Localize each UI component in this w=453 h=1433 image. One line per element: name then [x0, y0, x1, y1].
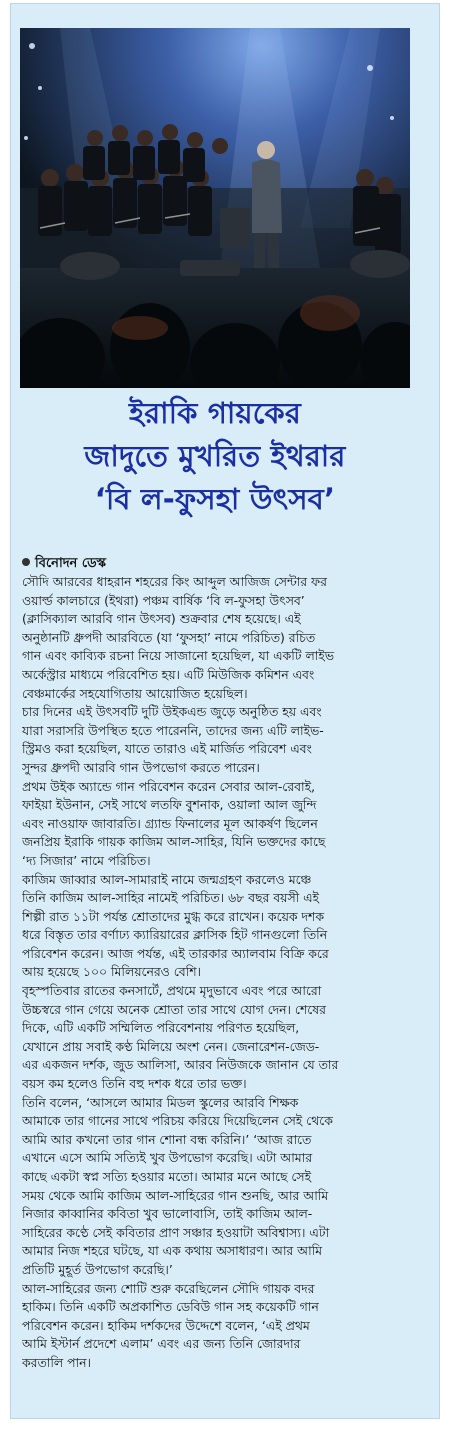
- paragraph-line: ধরে বিস্তৃত তার বর্ণাঢ্য ক্যারিয়ারের ক্লাসিক হিট গানগুলো তিনি: [22, 927, 328, 943]
- paragraph-line: ‘দ্য সিজার’ নামে পরিচিত।: [22, 852, 151, 868]
- paragraph-line: আমাকে তার গানের সাথে পরিচয় করিয়ে দিয়েছিলেন সেই থেকে: [22, 1113, 333, 1129]
- paragraph: [22, 778, 414, 871]
- paragraph-line: প্রতিটি মুহূর্ত উপভোগ করেছি।’: [22, 1261, 173, 1277]
- paragraph-line: সৌদি আরবের ধাহরান শহরের কিং আব্দুল আজিজ সেন্টার ফর: [22, 574, 327, 589]
- paragraph-line: গান এবং কাব্যিক রচনা নিয়ে সাজানো হয়েছিল, যা একটি লাইভ: [22, 648, 334, 664]
- paragraph-line: দিকে, এটি একটি সম্মিলিত পরিবেশনায় পরিণত হয়েছিল,: [22, 1020, 300, 1036]
- paragraph-line: তিনি বলেন, ‘আসলে আমার মিডল স্কুলের আরবি শিক্ষক: [22, 1094, 299, 1110]
- paragraph-line: হাকিম। তিনি একটি অপ্রকাশিত ডেবিউ গান সহ কয়েকটি গান: [22, 1299, 319, 1315]
- paragraph: [22, 982, 414, 1094]
- paragraph-line: আমি আর কখনো তার গান শোনা বন্ধ করিনি।’ ‘আজ রাতে: [22, 1131, 312, 1147]
- paragraph-line: সময় থেকে আমি কাজিম আল-সাহিরের গান শুনছি, আর আমি: [22, 1187, 329, 1203]
- paragraph-line: বয়স কম হলেও তিনি বহু দশক ধরে তার ভক্ত।: [22, 1076, 247, 1092]
- paragraph: [22, 1094, 414, 1280]
- paragraph-line: কাজিম জাব্বার আল-সামারাই নামে জন্মগ্রহণ করলেও মঞ্চে: [22, 871, 312, 887]
- paragraph-line: যারা সরাসরি উপস্থিত হতে পারেননি, তাদের জন্য এটি লাইভ-: [22, 722, 324, 738]
- article-headline: [24, 392, 406, 521]
- paragraph-line: ওয়ার্ল্ড কালচারে (ইথরা) পঞ্চম বার্ষিক ‘বি ল-ফুসহা উৎসব’: [22, 592, 305, 608]
- paragraph-line: আয় হয়েছে ১০০ মিলিয়নেরও বেশি।: [22, 964, 201, 980]
- paragraph-line: স্ট্রিমও করা হয়েছিল, যাতে তারাও এই মার্জিত পরিবেশ এবং: [22, 741, 312, 757]
- paragraph-line: নিজার কাব্বানির কবিতা খুব ভালোবাসি, তাই কাজিম আল-: [22, 1206, 313, 1222]
- paragraph-line: যেখানে প্রায় সবাই কণ্ঠ মিলিয়ে অংশ নেন। জেনারেশন-জেড-: [22, 1038, 320, 1054]
- paragraph: [22, 871, 414, 983]
- paragraph-line: (ক্লাসিক্যাল আরবি গান উৎসব) শুক্রবার শেষ হয়েছে। এই: [22, 611, 301, 627]
- paragraph: [22, 703, 414, 777]
- paragraph-line: এবং নাওয়াফ জাবারতি। গ্র্যান্ড ফিনালের মূল আকর্ষণ ছিলেন: [22, 815, 318, 831]
- paragraph-line: সুন্দর ধ্রুপদী আরবি গান উপভোগ করতে পারেন।: [22, 759, 260, 775]
- paragraph-line: অনুষ্ঠানটি ধ্রুপদী আরবিতে (যা ‘ফুসহা’ নামে পরিচিত) রচিত: [22, 629, 316, 645]
- article-body: [22, 573, 414, 1373]
- paragraph-line: চার দিনের এই উৎসবটি দুটি উইকএন্ড জুড়ে অনুষ্ঠিত হয় এবং: [22, 704, 322, 720]
- paragraph-line: শিল্পী রাত ১১টা পর্যন্ত শ্রোতাদের মুগ্ধ করে রাখেন। কয়েক দশক: [22, 908, 324, 924]
- paragraph-line: উচ্চস্বরে গান গেয়ে অনেক শ্রোতা তার সাথে যোগ দেন। শেষের: [22, 1001, 326, 1017]
- paragraph-line: এখানে এসে আমি সত্যিই খুব উপভোগ করেছি। এটা আমার: [22, 1150, 313, 1166]
- paragraph-line: প্রথম উইক অ্যান্ডে গান পরিবেশন করেন সেবার আল-রেবাই,: [22, 778, 316, 794]
- paragraph-line: জনপ্রিয় ইরাকি গায়ক কাজিম আল-সাহির, যিনি ভক্তদের কাছে: [22, 834, 326, 850]
- paragraph-line: আমি ইস্টার্ন প্রদেশে এলাম’ এবং এর জন্য তিনি জোরদার: [22, 1336, 301, 1352]
- byline-text: বিনোদন ডেস্ক: [35, 556, 107, 571]
- paragraph-line: ফাইয়া ইউনান, সেই সাথে লতফি বুশনাক, ওয়ালা আল জুন্দি: [22, 797, 317, 813]
- paragraph-line: সাহিরের কণ্ঠে সেই কবিতার প্রাণ সঞ্চার হওয়াটা অবিশ্বাস্য। এটা: [22, 1224, 330, 1240]
- bullet-icon: [22, 558, 30, 566]
- paragraph-line: কাছে একটা স্বপ্ন সত্যি হওয়ার মতো। আমার মনে আছে সেই: [22, 1169, 312, 1184]
- paragraph-line: আমার নিজ শহরে ঘটছে, যা এক কথায় অসাধারণ। আর আমি: [22, 1243, 323, 1259]
- paragraph-line: পরিবেশন করেন। আজ পর্যন্ত, এই তারকার অ্যালবাম বিক্রি করে: [22, 945, 329, 961]
- paragraph-line: করতালি পান।: [22, 1354, 91, 1370]
- paragraph-line: তিনি কাজিম আল-সাহির নামেই পরিচিত। ৬৮ বছর বয়সী এই: [22, 890, 320, 906]
- paragraph: [22, 573, 414, 703]
- paragraph-line: আল-সাহিরের জন্য শোটি শুরু করেছিলেন সৌদি গায়ক বদর: [22, 1280, 315, 1296]
- headline-line: ‘বি ল-ফুসহা উৎসব’: [94, 482, 336, 516]
- byline: [22, 555, 412, 572]
- paragraph-line: পরিবেশন করেন। হাকিম দর্শকদের উদ্দেশে বলেন, ‘এই প্রথম: [22, 1317, 310, 1333]
- headline-line: জাদুতে মুখরিত ইথরার: [84, 439, 346, 473]
- paragraph-line: বেঞ্চমার্কের সহযোগিতায় আয়োজিত হয়েছিল।: [22, 685, 248, 701]
- paragraph: [22, 1280, 414, 1373]
- paragraph-line: এর একজন দর্শক, জুড আলিসা, আরব নিউজকে জানান যে তার: [22, 1057, 339, 1073]
- headline-line: ইরাকি গায়কের: [128, 396, 302, 430]
- paragraph-line: অর্কেস্ট্রার মাধ্যমে পরিবেশিত হয়। এটি মিউজিক কমিশন এবং: [22, 666, 315, 682]
- concert-photo: [20, 28, 410, 388]
- paragraph-line: বৃহস্পতিবার রাতের কনসার্টে, প্রথমে মৃদুভাবে এবং পরে আরো: [22, 983, 322, 999]
